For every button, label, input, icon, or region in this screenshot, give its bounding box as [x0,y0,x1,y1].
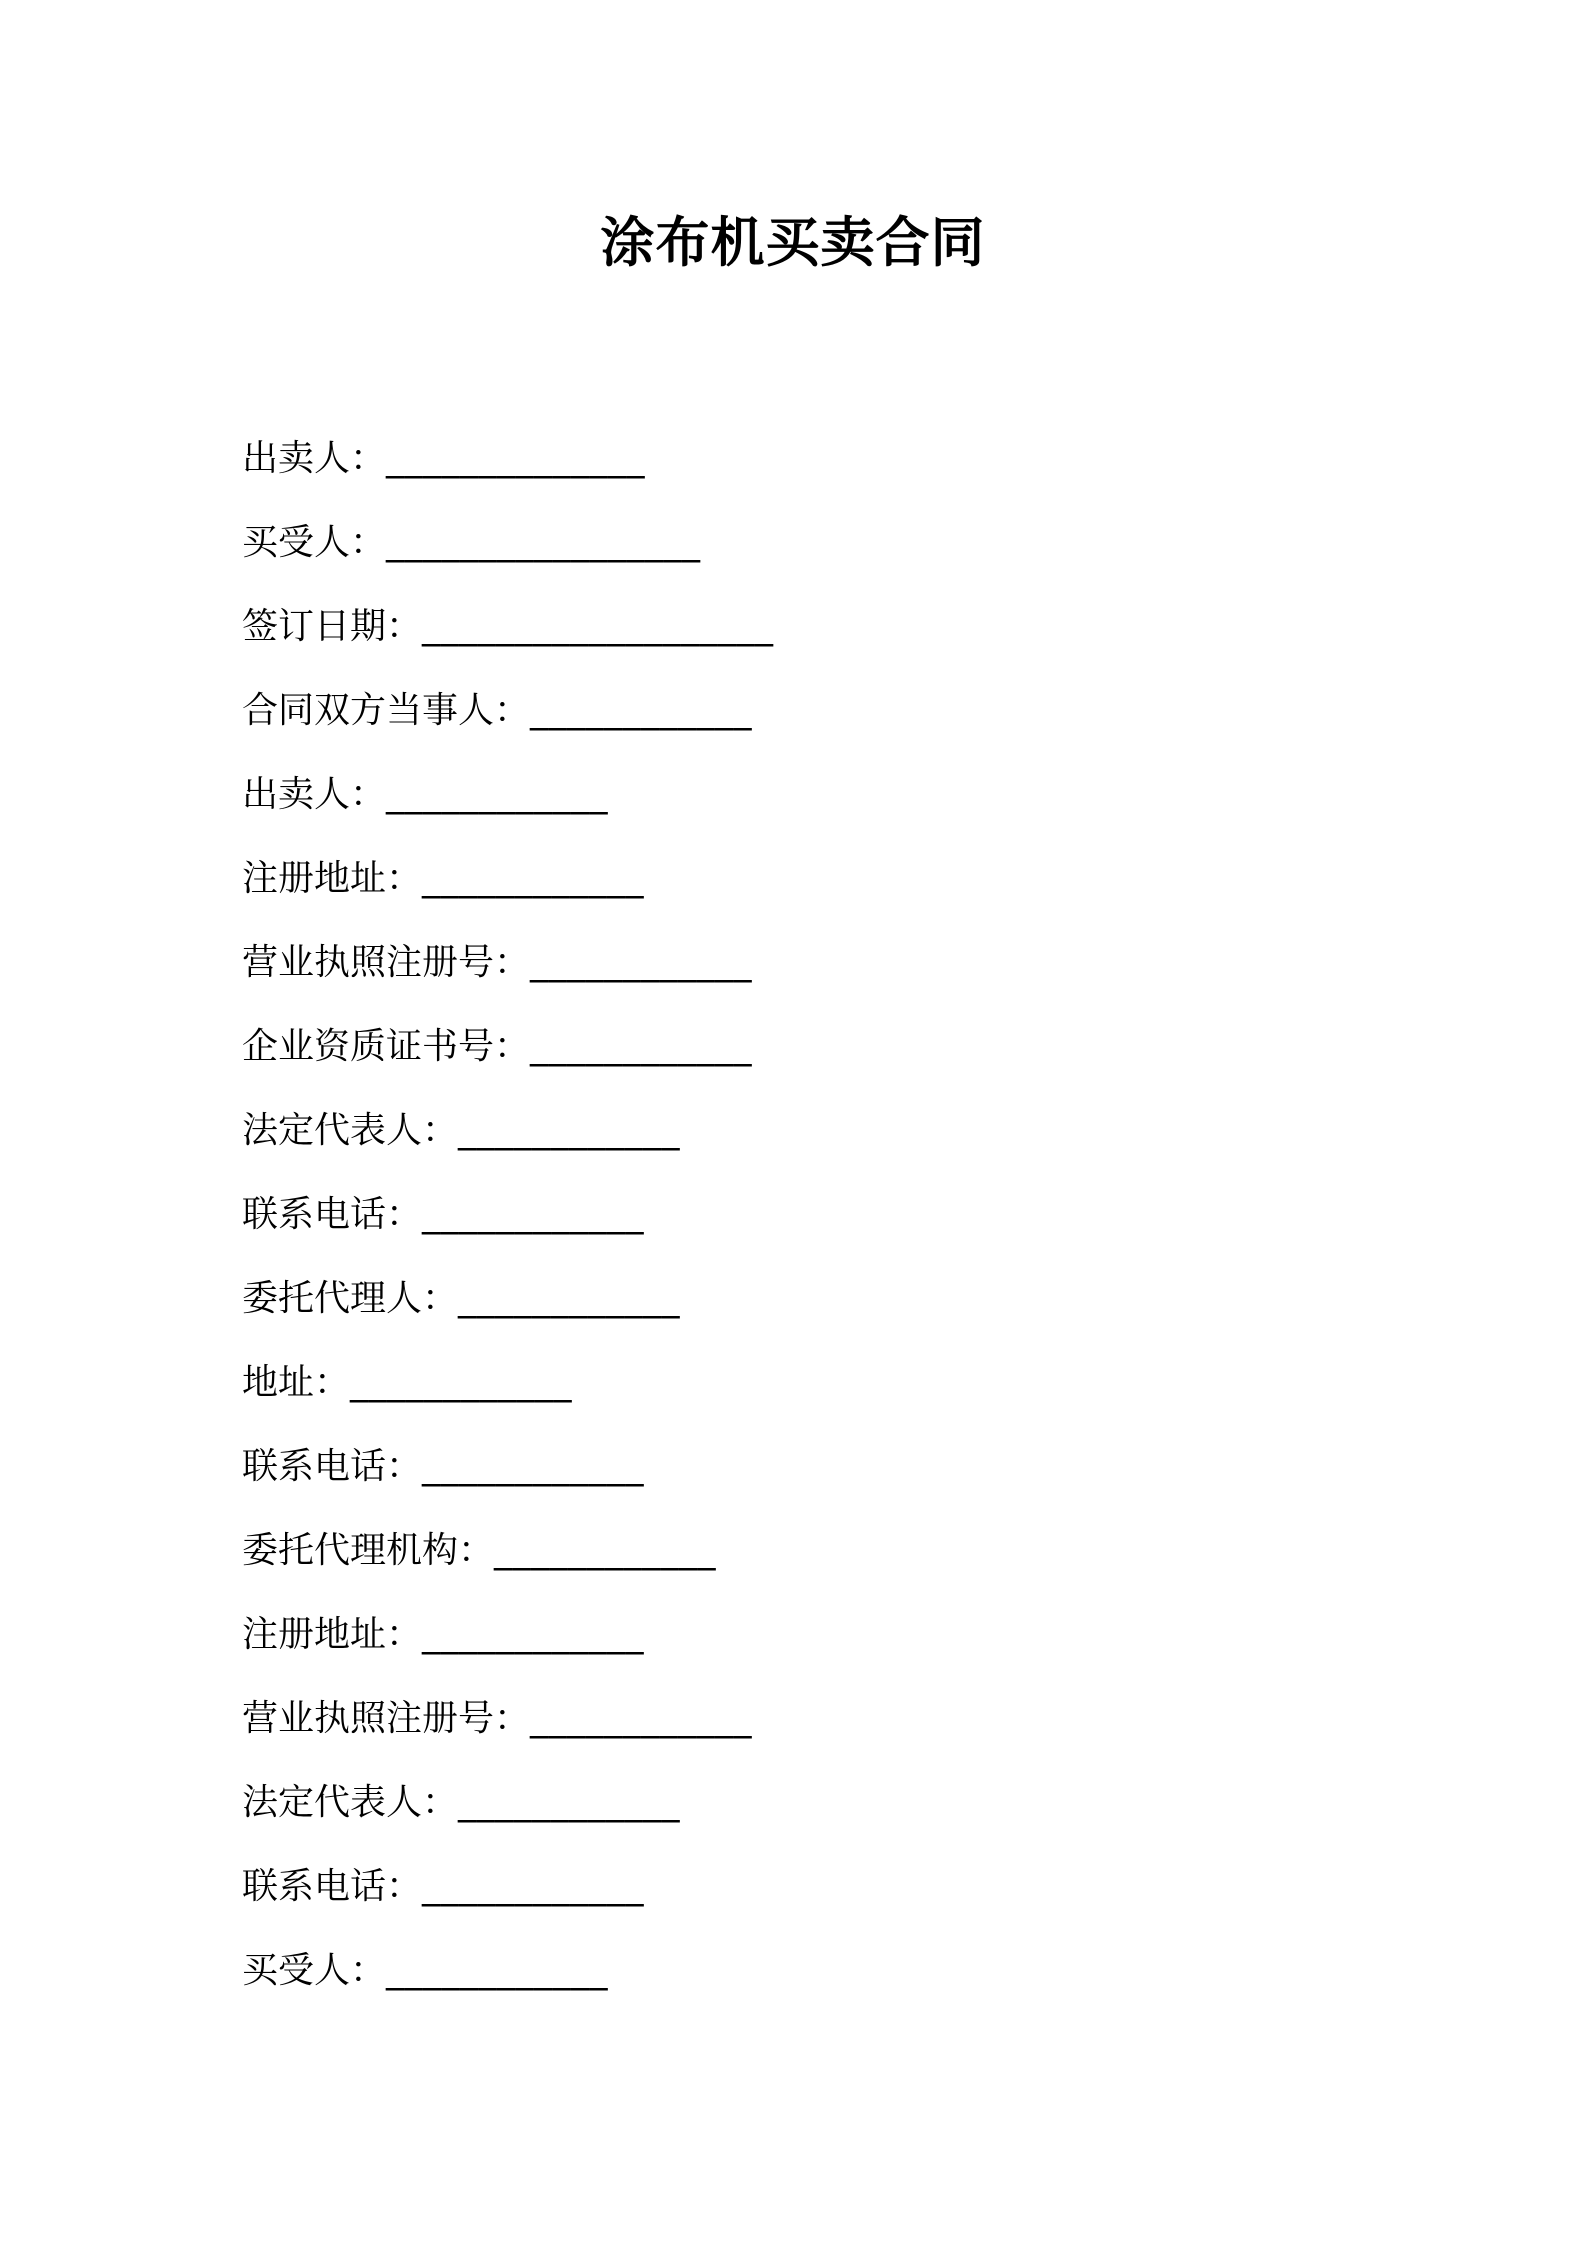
field-phone [242,1161,774,1245]
field-qualification-cert-no [242,993,774,1077]
field-business-license-no [242,909,774,993]
fill-in-blank: ____________ [530,690,753,731]
field-label: 联系电话： [242,1866,423,1907]
field-label: 地址： [242,1362,351,1403]
field-label: 买受人： [242,1950,387,1991]
field-label: 企业资质证书号： [242,1026,531,1067]
field-label: 出卖人： [242,774,387,815]
field-label: 联系电话： [242,1446,423,1487]
fill-in-blank: ____________ [422,858,645,899]
field-business-license-no [242,1665,774,1749]
field-label: 委托代理机构： [242,1530,495,1571]
field-label: 营业执照注册号： [242,1698,531,1739]
field-label: 签订日期： [242,606,423,647]
field-contract-parties [242,657,774,741]
field-label: 联系电话： [242,1194,423,1235]
field-label: 法定代表人： [242,1110,459,1151]
field-label: 出卖人： [242,438,387,479]
field-agency [242,1497,774,1581]
fill-in-blank: ____________ [386,774,609,815]
fill-in-blank: ____________ [530,1698,753,1739]
field-phone [242,1413,774,1497]
field-address [242,1329,774,1413]
fill-in-blank: ______________ [386,438,646,479]
field-buyer-name [242,1917,774,2001]
field-signing-date [242,573,774,657]
field-registered-address [242,825,774,909]
page-title: 涂布机买卖合同 [600,211,986,274]
fill-in-blank: ____________ [422,1446,645,1487]
field-seller-name [242,741,774,825]
fill-in-blank: ____________ [422,1194,645,1235]
fill-in-blank: _________________ [386,522,701,563]
field-label: 法定代表人： [242,1782,459,1823]
field-label: 委托代理人： [242,1278,459,1319]
fill-in-blank: ____________ [422,1614,645,1655]
fill-in-blank: ____________ [458,1782,681,1823]
field-buyer [242,489,774,573]
fill-in-blank: ____________ [530,942,753,983]
fill-in-blank: ____________ [458,1278,681,1319]
field-seller [242,405,774,489]
field-label: 买受人： [242,522,387,563]
fill-in-blank: ____________ [350,1362,573,1403]
field-phone [242,1833,774,1917]
field-label: 营业执照注册号： [242,942,531,983]
field-label: 注册地址： [242,858,423,899]
field-legal-representative [242,1077,774,1161]
contract-fields [242,405,774,2001]
fill-in-blank: ____________ [530,1026,753,1067]
fill-in-blank: ____________ [494,1530,717,1571]
field-authorized-agent [242,1245,774,1329]
field-legal-representative [242,1749,774,1833]
field-label: 注册地址： [242,1614,423,1655]
field-registered-address [242,1581,774,1665]
field-label: 合同双方当事人： [242,690,531,731]
fill-in-blank: ____________ [386,1950,609,1991]
fill-in-blank: ____________ [422,1866,645,1907]
fill-in-blank: ____________ [458,1110,681,1151]
fill-in-blank: ___________________ [422,606,774,647]
